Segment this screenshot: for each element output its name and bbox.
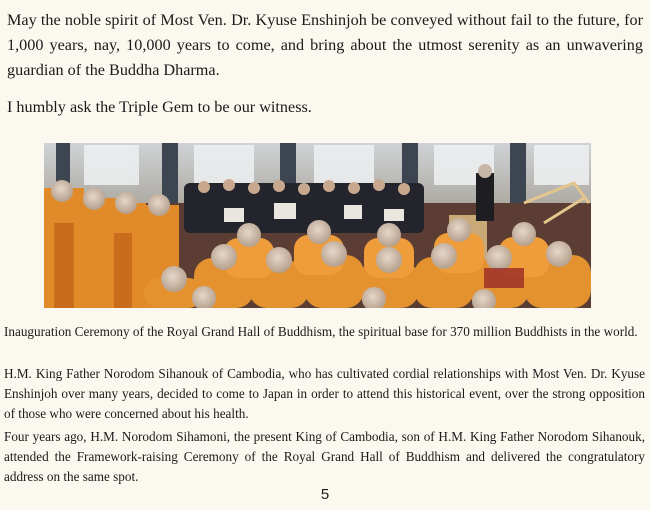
photo-caption-inauguration: Inauguration Ceremony of the Royal Grand Hall of Buddhism, the spiritual base for 370 million Buddhists in the world. xyxy=(4,324,638,339)
page-number: 5 xyxy=(320,486,330,503)
ceremony-photo xyxy=(44,143,591,308)
photo-caption-present-king: Four years ago, H.M. Norodom Sihamoni, the present King of Cambodia, son of H.M. King Father Norodom Sihanouk, attended the Framework-raising Ceremony of the Royal Grand Hall of Buddhism and delivered the congratulatory address on the same spot. xyxy=(4,429,645,484)
photo-caption-king-father: H.M. King Father Norodom Sihanouk of Cambodia, who has cultivated cordial relationships with Most Ven. Dr. Kyuse Enshinjoh over many years, decided to come to Japan in order to attend this historical event, over the strong opposition of those who were concerned about his health. xyxy=(4,366,645,421)
ceremony-photo-illustration xyxy=(44,143,591,308)
body-paragraph-witness: I humbly ask the Triple Gem to be our witness. xyxy=(7,98,312,116)
body-paragraph-dedication: May the noble spirit of Most Ven. Dr. Kyuse Enshinjoh be conveyed without fail to the future, for 1,000 years, nay, 10,000 years to come, and bring about the utmost serenity as an unwavering guardian of the Buddha Dharma. xyxy=(7,11,643,79)
